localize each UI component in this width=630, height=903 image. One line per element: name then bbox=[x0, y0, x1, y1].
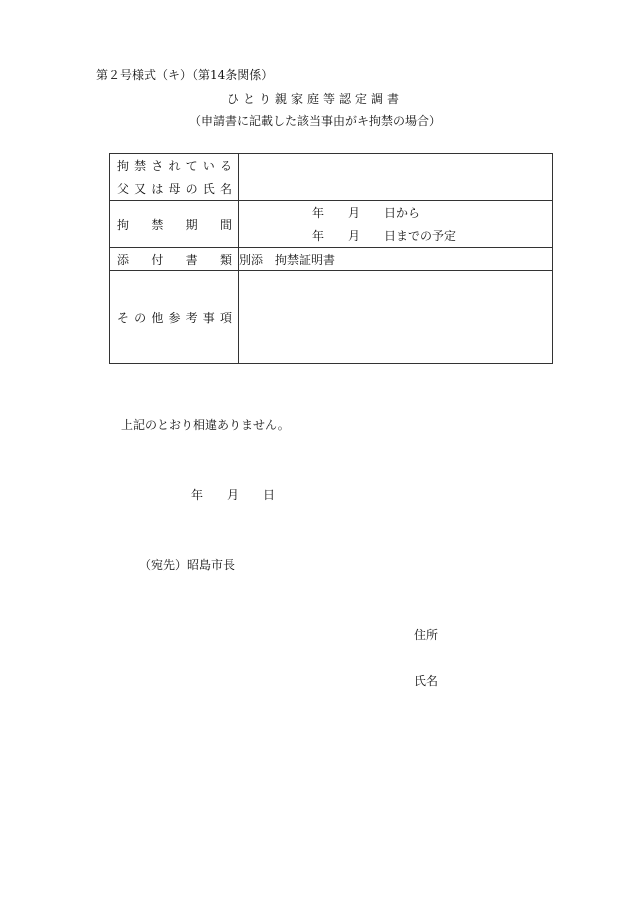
label-char: の bbox=[185, 182, 198, 196]
detained-parent-label-line1 bbox=[110, 157, 238, 174]
label-char: の bbox=[134, 310, 147, 325]
label-char: 父 bbox=[117, 182, 130, 196]
address-label: 住所 bbox=[414, 628, 439, 642]
attachments-value: 別添 拘禁証明書 bbox=[239, 248, 553, 271]
date-line bbox=[191, 486, 275, 503]
document-title: ひとり親家庭等認定調書 bbox=[226, 92, 403, 106]
attachments-label bbox=[110, 251, 238, 268]
label-char: さ bbox=[151, 159, 164, 173]
other-notes-field[interactable] bbox=[239, 271, 553, 364]
label-char: 他 bbox=[151, 310, 164, 325]
label-char: 母 bbox=[168, 182, 181, 196]
detention-period-field[interactable] bbox=[239, 201, 553, 248]
label-char: 付 bbox=[151, 252, 164, 267]
label-char: 項 bbox=[219, 310, 232, 325]
label-char: 名 bbox=[219, 182, 232, 196]
date-month-label: 月 bbox=[227, 488, 240, 502]
label-char: 拘 bbox=[117, 159, 130, 173]
day-until-label: 日までの予定 bbox=[384, 229, 457, 243]
label-char: そ bbox=[117, 310, 130, 325]
year-label: 年 bbox=[312, 229, 325, 243]
label-char: 氏 bbox=[202, 182, 215, 196]
day-from-label: 日から bbox=[384, 206, 421, 220]
detained-parent-label-cell bbox=[110, 154, 239, 201]
other-notes-label bbox=[110, 309, 238, 326]
label-char: 事 bbox=[202, 310, 215, 325]
certification-table bbox=[109, 153, 553, 364]
label-char: 考 bbox=[185, 310, 198, 325]
label-char: い bbox=[202, 159, 215, 173]
label-char: 禁 bbox=[151, 217, 164, 232]
detention-period-label bbox=[110, 216, 238, 233]
label-char: 類 bbox=[219, 252, 232, 267]
month-label: 月 bbox=[348, 229, 361, 243]
addressee: （宛先）昭島市長 bbox=[139, 558, 236, 572]
label-char: 間 bbox=[219, 217, 232, 232]
attachments-label-cell bbox=[110, 248, 239, 271]
declaration-statement: 上記のとおり相違ありません。 bbox=[121, 418, 290, 432]
period-start-line bbox=[312, 204, 552, 221]
detention-period-label-cell bbox=[110, 201, 239, 248]
table-row bbox=[110, 201, 553, 248]
label-char: 書 bbox=[185, 252, 198, 267]
form-number: 第２号様式（キ）（第14条関係） bbox=[96, 68, 274, 82]
document-subtitle: （申請書に記載した該当事由がキ拘禁の場合） bbox=[188, 114, 441, 128]
label-char: は bbox=[151, 182, 164, 196]
detained-parent-name-field[interactable] bbox=[239, 154, 553, 201]
label-char: 添 bbox=[117, 252, 130, 267]
period-end-line bbox=[312, 227, 552, 244]
table-row bbox=[110, 154, 553, 201]
table-row bbox=[110, 271, 553, 364]
date-year-label: 年 bbox=[191, 488, 204, 502]
name-label: 氏名 bbox=[414, 674, 439, 688]
label-char: 期 bbox=[185, 217, 198, 232]
table-row bbox=[110, 248, 553, 271]
month-label: 月 bbox=[348, 206, 361, 220]
label-char: て bbox=[185, 159, 198, 173]
label-char: 又 bbox=[134, 182, 147, 196]
label-char: 禁 bbox=[134, 159, 147, 173]
detained-parent-label-line2 bbox=[110, 180, 238, 197]
label-char: 拘 bbox=[117, 217, 130, 232]
label-char: れ bbox=[168, 159, 181, 173]
label-char: る bbox=[219, 159, 232, 173]
other-notes-label-cell bbox=[110, 271, 239, 364]
date-day-label: 日 bbox=[263, 488, 276, 502]
label-char: 参 bbox=[168, 310, 181, 325]
year-label: 年 bbox=[312, 206, 325, 220]
